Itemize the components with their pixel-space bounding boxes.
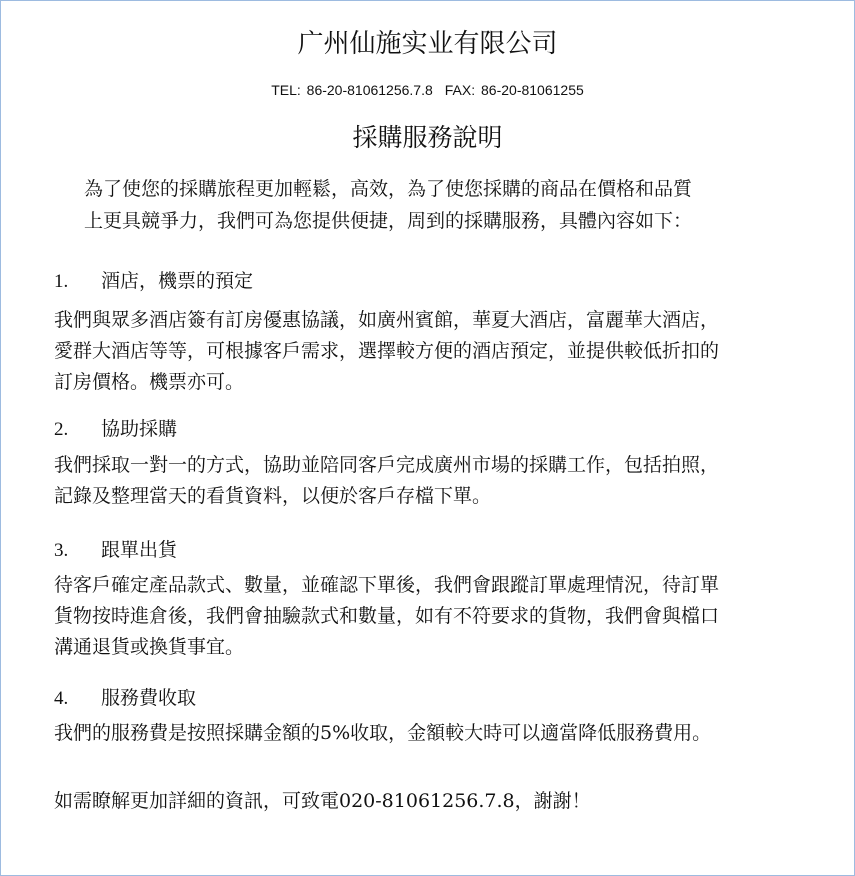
closing-note: 如需瞭解更加詳細的資訊，可致電020-81061256.7.8，謝謝！ xyxy=(54,790,591,812)
section-heading-1 xyxy=(54,267,253,296)
section-title: 酒店，機票的預定 xyxy=(101,270,254,292)
section-number: 2. xyxy=(54,419,69,440)
intro-paragraph xyxy=(84,173,804,237)
section-title: 協助採購 xyxy=(101,418,178,440)
company-name: 广州仙施实业有限公司 xyxy=(297,29,558,59)
section-body-3 xyxy=(54,570,814,663)
tel-number: TEL: 86-20-81061256.7.8 xyxy=(271,82,433,98)
section-title: 跟單出貨 xyxy=(101,539,178,561)
section-heading-2 xyxy=(54,415,177,444)
section-number: 3. xyxy=(54,540,69,561)
section-line: 訂房價格。機票亦可。 xyxy=(54,371,245,393)
section-number: 4. xyxy=(54,688,69,709)
section-line: 記錄及整理當天的看貨資料，以便於客戶存檔下單。 xyxy=(54,485,492,507)
section-line: 愛群大酒店等等，可根據客戶需求，選擇較方便的酒店預定，並提供較低折扣的 xyxy=(54,340,720,362)
section-line: 我們採取一對一的方式，協助並陪同客戶完成廣州市場的採購工作，包括拍照， xyxy=(54,454,720,476)
section-line: 溝通退貨或換貨事宜。 xyxy=(54,636,245,658)
section-title: 服務費收取 xyxy=(101,687,197,709)
section-body-4 xyxy=(54,718,814,749)
document-title: 採購服務說明 xyxy=(352,123,503,152)
section-line: 待客戶確定產品款式、數量，並確認下單後，我們會跟蹤訂單處理情況，待訂單 xyxy=(54,574,720,596)
intro-line: 上更具競爭力，我們可為您提供便捷，周到的採購服務，具體內容如下： xyxy=(84,210,693,232)
section-heading-4 xyxy=(54,684,196,713)
section-line: 我們與眾多酒店簽有訂房優惠協議，如廣州賓館，華夏大酒店，富麗華大酒店， xyxy=(54,309,720,331)
section-line: 我們的服務費是按照採購金額的5%收取，金額較大時可以適當降低服務費用。 xyxy=(54,722,712,744)
section-line: 貨物按時進倉後，我們會抽驗款式和數量，如有不符要求的貨物，我們會與檔口 xyxy=(54,605,720,627)
intro-line: 為了使您的採購旅程更加輕鬆，高效，為了使您採購的商品在價格和品質 xyxy=(84,178,693,200)
contact-line xyxy=(0,80,855,100)
section-body-2 xyxy=(54,450,814,512)
section-body-1 xyxy=(54,305,814,398)
section-heading-3 xyxy=(54,536,177,565)
fax-number: FAX: 86-20-81061255 xyxy=(444,82,584,98)
section-number: 1. xyxy=(54,271,69,292)
